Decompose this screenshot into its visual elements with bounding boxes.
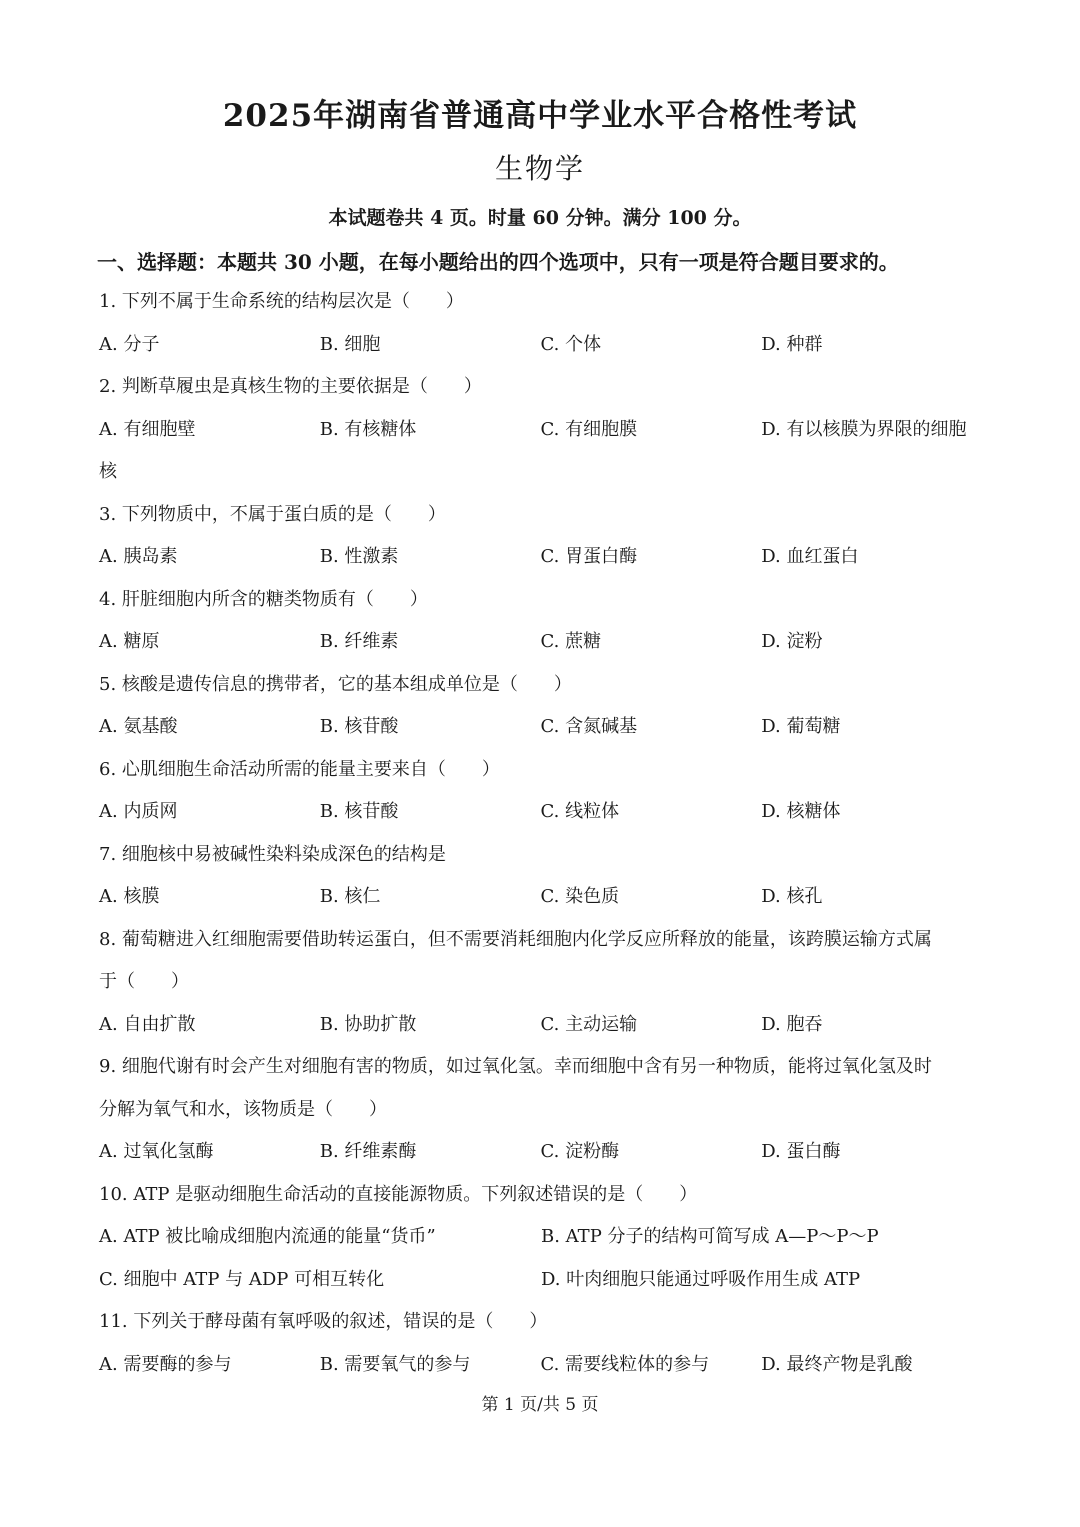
option-c[interactable]: C. 含氮碱基	[540, 716, 638, 737]
option-a[interactable]: A. 有细胞壁	[99, 418, 196, 440]
option-b[interactable]: B. 纤维素	[319, 631, 399, 652]
option-d[interactable]: D. 叶肉细胞只能通过呼吸作用生成 ATP	[541, 1268, 861, 1290]
option-b[interactable]: B. 需要氧气的参与	[319, 1353, 471, 1375]
exam-meta: 本试题卷共 4 页。时量 60 分钟。满分 100 分。	[328, 207, 752, 229]
option-c[interactable]: C. 需要线粒体的参与	[540, 1353, 710, 1375]
option-a[interactable]: A. 自由扩散	[99, 1013, 196, 1035]
option-a[interactable]: A. 核膜	[99, 886, 160, 907]
question-1: 1. 下列不属于生命系统的结构层次是（ ）	[99, 291, 464, 312]
option-c[interactable]: C. 胃蛋白酶	[540, 546, 638, 567]
option-b[interactable]: B. 核苷酸	[319, 801, 399, 822]
option-c[interactable]: C. 染色质	[540, 886, 620, 907]
option-d[interactable]: D. 血红蛋白	[761, 546, 859, 567]
option-d[interactable]: D. 有以核膜为界限的细胞	[761, 418, 967, 440]
question-8: 8. 葡萄糖进入红细胞需要借助转运蛋白，但不需要消耗细胞内化学反应所释放的能量，该跨膜运输方式属	[99, 928, 932, 950]
options-6	[99, 791, 989, 834]
option-d[interactable]: D. 核孔	[761, 886, 823, 907]
option-b[interactable]: B. 纤维素酶	[319, 1141, 417, 1162]
option-b[interactable]: B. 细胞	[319, 333, 381, 355]
option-b[interactable]: B. 性激素	[319, 546, 399, 567]
options-8	[99, 1004, 989, 1047]
question-7: 7. 细胞核中易被碱性染料染成深色的结构是	[99, 843, 446, 865]
options-5	[99, 706, 989, 749]
option-a[interactable]: A. 氨基酸	[99, 716, 178, 737]
options-9	[99, 1131, 989, 1174]
option-a[interactable]: A. 需要酶的参与	[99, 1353, 232, 1375]
option-d[interactable]: D. 核糖体	[761, 801, 841, 822]
question-4: 4. 肝脏细胞内所含的糖类物质有（ ）	[99, 588, 428, 610]
options-3	[99, 536, 989, 579]
options-1	[99, 324, 989, 367]
question-3: 3. 下列物质中，不属于蛋白质的是（ ）	[99, 503, 446, 525]
options-10-row1	[99, 1216, 989, 1259]
option-d[interactable]: D. 蛋白酶	[761, 1141, 841, 1162]
option-c[interactable]: C. 主动运输	[540, 1013, 638, 1035]
option-d[interactable]: D. 淀粉	[761, 631, 823, 652]
option-d[interactable]: D. 最终产物是乳酸	[761, 1353, 913, 1375]
question-9: 9. 细胞代谢有时会产生对细胞有害的物质，如过氧化氢。幸而细胞中含有另一种物质，能将过氧化氢及时	[99, 1056, 932, 1077]
option-a[interactable]: A. 胰岛素	[99, 546, 178, 567]
option-b[interactable]: B. ATP 分子的结构可简写成 A—P～P～P	[541, 1226, 879, 1247]
option-b[interactable]: B. 核苷酸	[319, 716, 399, 737]
option-c[interactable]: C. 淀粉酶	[540, 1141, 620, 1162]
option-b[interactable]: B. 协助扩散	[319, 1013, 417, 1035]
option-c[interactable]: C. 线粒体	[540, 801, 620, 822]
question-9-cont: 分解为氧气和水，该物质是（ ）	[99, 1098, 387, 1120]
option-d[interactable]: D. 种群	[761, 333, 823, 355]
question-11: 11. 下列关于酵母菌有氧呼吸的叙述，错误的是（ ）	[99, 1311, 548, 1332]
question-6: 6. 心肌细胞生命活动所需的能量主要来自（ ）	[99, 758, 500, 780]
option-c[interactable]: C. 细胞中 ATP 与 ADP 可相互转化	[99, 1268, 385, 1290]
option-a[interactable]: A. ATP 被比喻成细胞内流通的能量“货币”	[99, 1226, 436, 1247]
option-a[interactable]: A. 分子	[99, 333, 160, 355]
exam-title: 2025年湖南省普通高中学业水平合格性考试	[222, 98, 858, 134]
option-d[interactable]: D. 胞吞	[761, 1013, 823, 1035]
option-a[interactable]: A. 内质网	[99, 801, 178, 822]
option-d[interactable]: D. 葡萄糖	[761, 716, 841, 737]
section-heading: 一、选择题：本题共 30 小题，在每小题给出的四个选项中，只有一项是符合题目要求的。	[97, 250, 899, 274]
options-7	[99, 876, 989, 919]
options-11	[99, 1344, 989, 1387]
question-10: 10. ATP 是驱动细胞生命活动的直接能源物质。下列叙述错误的是（ ）	[99, 1183, 698, 1205]
question-8-cont: 于（ ）	[99, 971, 189, 992]
options-2	[99, 409, 989, 452]
options-4	[99, 621, 989, 664]
option-d-continuation: 核	[99, 461, 117, 482]
question-5: 5. 核酸是遗传信息的携带者，它的基本组成单位是（ ）	[99, 673, 572, 695]
options-10-row2	[99, 1259, 989, 1302]
option-a[interactable]: A. 过氧化氢酶	[99, 1141, 214, 1162]
option-a[interactable]: A. 糖原	[99, 631, 160, 652]
question-2: 2. 判断草履虫是真核生物的主要依据是（ ）	[99, 376, 482, 397]
option-b[interactable]: B. 核仁	[319, 886, 381, 907]
page-number: 第 1 页/共 5 页	[481, 1395, 599, 1415]
subject-title: 生物学	[494, 152, 585, 185]
option-b[interactable]: B. 有核糖体	[319, 418, 417, 440]
option-c[interactable]: C. 个体	[540, 333, 602, 355]
option-c[interactable]: C. 有细胞膜	[540, 418, 638, 440]
question-list	[99, 281, 989, 1386]
option-c[interactable]: C. 蔗糖	[540, 631, 602, 652]
